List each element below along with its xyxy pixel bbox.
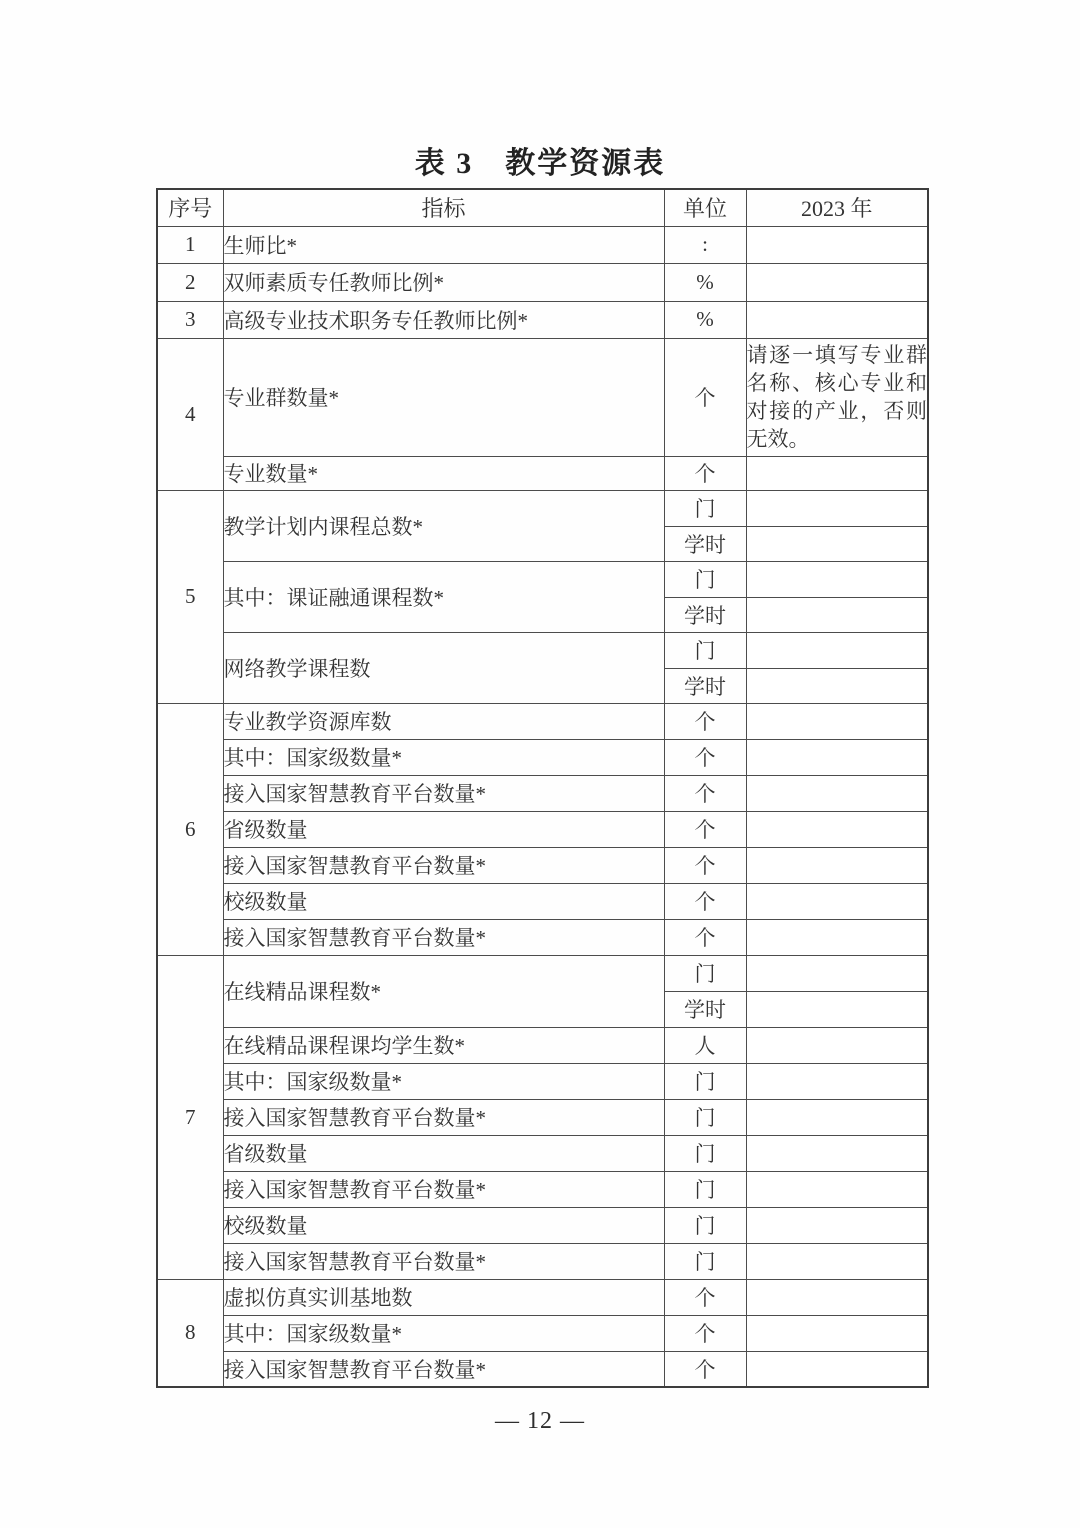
teaching-resources-table: [156, 188, 929, 1388]
unit-cell: 门: [664, 1207, 746, 1243]
unit-cell: 个: [664, 703, 746, 739]
unit-cell: 个: [664, 811, 746, 847]
unit-cell: 门: [664, 1243, 746, 1279]
indicator-cell: 接入国家智慧教育平台数量*: [223, 1243, 664, 1279]
value-cell: [746, 526, 928, 561]
table-row: [157, 1135, 928, 1171]
table-row: [157, 1099, 928, 1135]
indicator-cell: 接入国家智慧教育平台数量*: [223, 919, 664, 955]
value-cell: [746, 1351, 928, 1387]
seq-cell: 5: [157, 490, 223, 703]
page-title: 表 3 教学资源表: [414, 147, 666, 180]
seq-cell: 8: [157, 1279, 223, 1387]
indicator-cell: 在线精品课程数*: [223, 955, 664, 1027]
unit-cell: 学时: [664, 597, 746, 632]
indicator-cell: 双师素质专任教师比例*: [223, 263, 664, 301]
table-row: [157, 338, 928, 456]
value-cell: [746, 919, 928, 955]
table-row: [157, 1243, 928, 1279]
value-cell: [746, 739, 928, 775]
indicator-cell: 省级数量: [223, 811, 664, 847]
value-cell: [746, 1171, 928, 1207]
indicator-cell: 专业教学资源库数: [223, 703, 664, 739]
value-cell: [746, 632, 928, 668]
seq-cell: 4: [157, 338, 223, 490]
unit-cell: 门: [664, 1171, 746, 1207]
unit-cell: 门: [664, 561, 746, 597]
table-row: [157, 1279, 928, 1315]
value-cell: [746, 991, 928, 1027]
indicator-cell: 高级专业技术职务专任教师比例*: [223, 301, 664, 338]
value-cell: [746, 883, 928, 919]
indicator-cell: 接入国家智慧教育平台数量*: [223, 1171, 664, 1207]
table-row: [157, 632, 928, 668]
unit-cell: 个: [664, 847, 746, 883]
header-indicator: 指标: [223, 189, 664, 226]
seq-cell: 1: [157, 226, 223, 263]
unit-cell: %: [664, 301, 746, 338]
table-row: [157, 955, 928, 991]
table-row: [157, 263, 928, 301]
seq-cell: 3: [157, 301, 223, 338]
indicator-cell: 接入国家智慧教育平台数量*: [223, 847, 664, 883]
unit-cell: 门: [664, 1099, 746, 1135]
unit-cell: 门: [664, 1135, 746, 1171]
table-row: [157, 1027, 928, 1063]
value-cell: [746, 1315, 928, 1351]
value-cell: [746, 1207, 928, 1243]
value-cell: [746, 775, 928, 811]
unit-cell: 学时: [664, 526, 746, 561]
value-cell: [746, 1063, 928, 1099]
value-cell: [746, 1279, 928, 1315]
value-cell: [746, 561, 928, 597]
indicator-cell: 校级数量: [223, 1207, 664, 1243]
value-cell: [746, 668, 928, 703]
table-row: [157, 811, 928, 847]
unit-cell: 门: [664, 1063, 746, 1099]
value-cell: [746, 847, 928, 883]
unit-cell: 个: [664, 1315, 746, 1351]
unit-cell: %: [664, 263, 746, 301]
table-row: [157, 1063, 928, 1099]
unit-cell: 个: [664, 883, 746, 919]
seq-cell: 2: [157, 263, 223, 301]
indicator-cell: 专业群数量*: [223, 338, 664, 456]
indicator-cell: 省级数量: [223, 1135, 664, 1171]
value-cell: [746, 597, 928, 632]
table-row: [157, 1315, 928, 1351]
value-cell: [746, 1135, 928, 1171]
value-cell: [746, 301, 928, 338]
unit-cell: :: [664, 226, 746, 263]
indicator-cell: 接入国家智慧教育平台数量*: [223, 775, 664, 811]
indicator-cell: 校级数量: [223, 883, 664, 919]
table-row: [157, 226, 928, 263]
header-unit: 单位: [664, 189, 746, 226]
value-cell: [746, 226, 928, 263]
unit-cell: 门: [664, 490, 746, 526]
indicator-cell: 接入国家智慧教育平台数量*: [223, 1099, 664, 1135]
value-cell: [746, 1243, 928, 1279]
unit-cell: 门: [664, 632, 746, 668]
unit-cell: 个: [664, 1351, 746, 1387]
indicator-cell: 接入国家智慧教育平台数量*: [223, 1351, 664, 1387]
indicator-cell: 虚拟仿真实训基地数: [223, 1279, 664, 1315]
value-cell: [746, 1027, 928, 1063]
indicator-cell: 教学计划内课程总数*: [223, 490, 664, 561]
table-row: [157, 703, 928, 739]
unit-cell: 个: [664, 338, 746, 456]
unit-cell: 个: [664, 775, 746, 811]
table-row: [157, 1351, 928, 1387]
unit-cell: 个: [664, 919, 746, 955]
table-row: [157, 775, 928, 811]
unit-cell: 学时: [664, 991, 746, 1027]
indicator-cell: 其中：国家级数量*: [223, 739, 664, 775]
table-row: [157, 1207, 928, 1243]
indicator-cell: 其中：课证融通课程数*: [223, 561, 664, 632]
table-row: [157, 883, 928, 919]
indicator-cell: 生师比*: [223, 226, 664, 263]
indicator-cell: 在线精品课程课均学生数*: [223, 1027, 664, 1063]
note-cell: 请逐一填写专业群名称、核心专业和对接的产业，否则无效。: [746, 338, 928, 456]
table-row: [157, 561, 928, 597]
value-cell: [746, 1099, 928, 1135]
value-cell: [746, 263, 928, 301]
page-number: — 12 —: [495, 1408, 585, 1434]
seq-cell: 6: [157, 703, 223, 955]
indicator-cell: 网络教学课程数: [223, 632, 664, 703]
table-row: [157, 490, 928, 526]
table-row: [157, 301, 928, 338]
indicator-cell: 其中：国家级数量*: [223, 1063, 664, 1099]
table-row: [157, 1171, 928, 1207]
unit-cell: 人: [664, 1027, 746, 1063]
value-cell: [746, 703, 928, 739]
unit-cell: 门: [664, 955, 746, 991]
table-row: [157, 919, 928, 955]
table-row: [157, 456, 928, 490]
unit-cell: 学时: [664, 668, 746, 703]
unit-cell: 个: [664, 1279, 746, 1315]
table-header-row: [157, 189, 928, 226]
value-cell: [746, 490, 928, 526]
table-row: [157, 847, 928, 883]
header-year: 2023 年: [746, 189, 928, 226]
table-row: [157, 739, 928, 775]
unit-cell: 个: [664, 456, 746, 490]
unit-cell: 个: [664, 739, 746, 775]
indicator-cell: 专业数量*: [223, 456, 664, 490]
value-cell: [746, 811, 928, 847]
seq-cell: 7: [157, 955, 223, 1279]
indicator-cell: 其中：国家级数量*: [223, 1315, 664, 1351]
value-cell: [746, 955, 928, 991]
header-seq: 序号: [157, 189, 223, 226]
value-cell: [746, 456, 928, 490]
